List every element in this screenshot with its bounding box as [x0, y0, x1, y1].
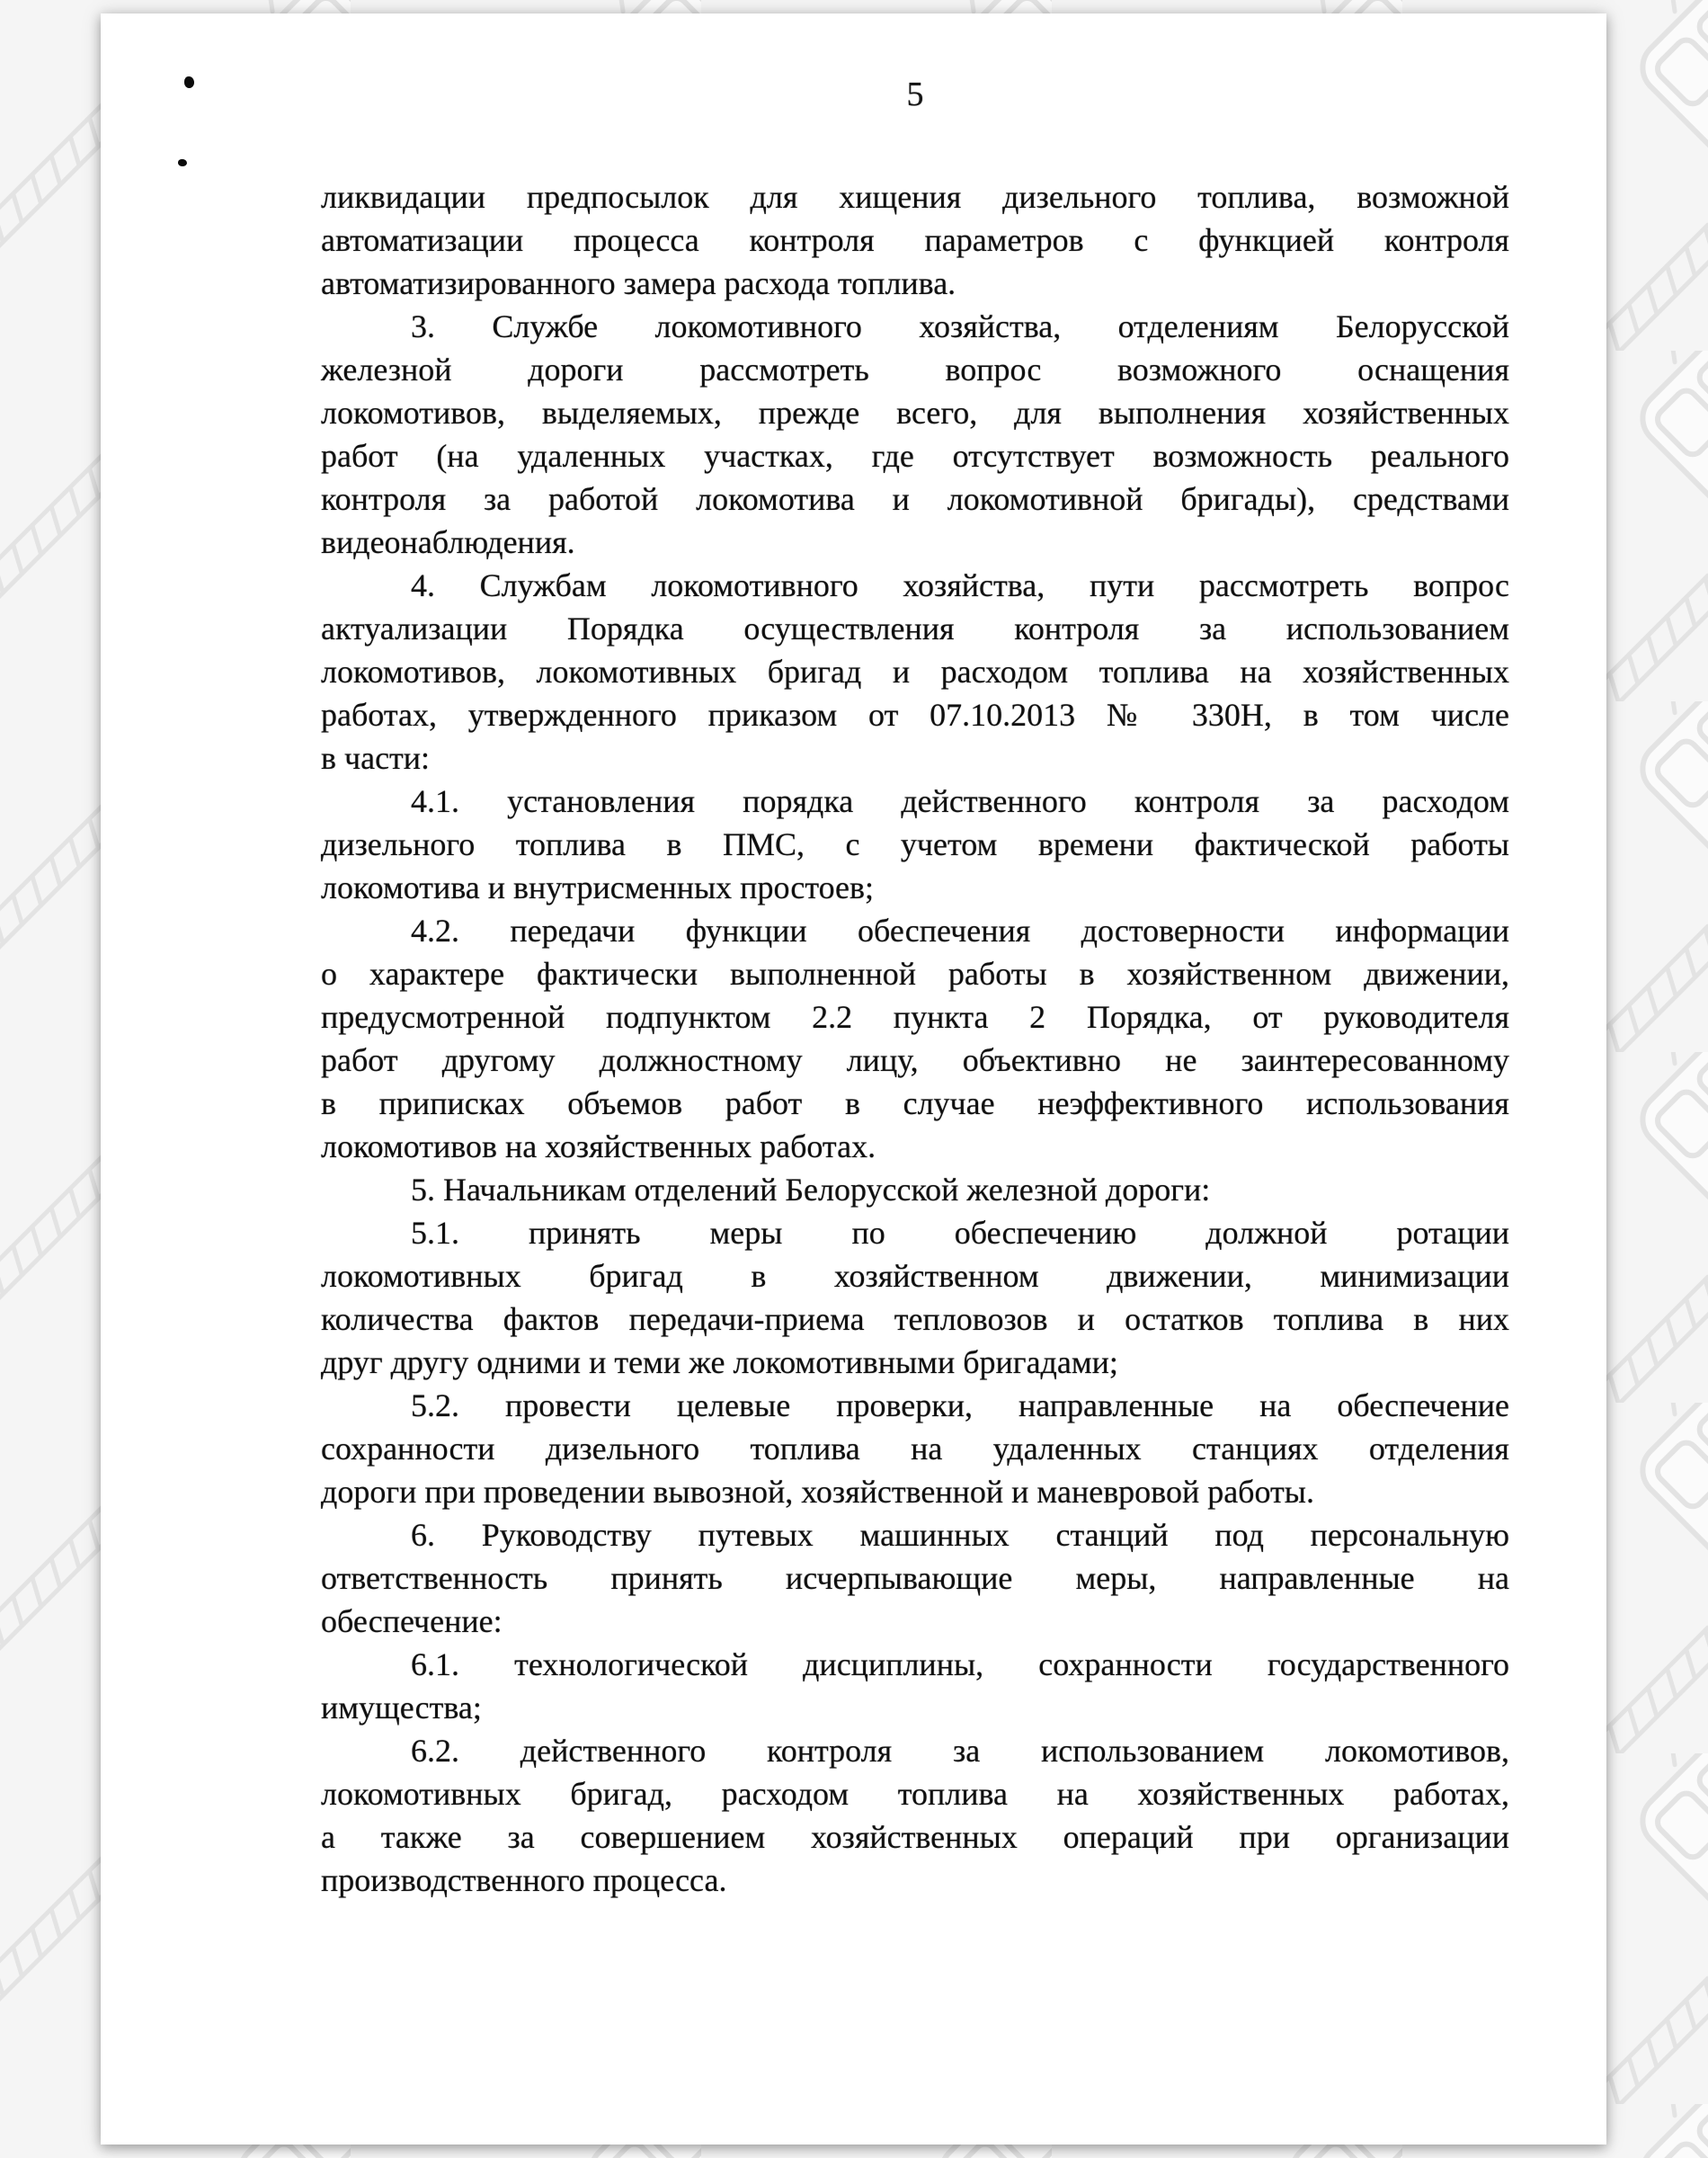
ink-speck — [178, 159, 187, 166]
text-line: автоматизации процесса контроля параметров с функцией контроля — [321, 222, 1509, 258]
paragraph — [321, 1729, 1509, 1902]
text-line: 4.1. установления порядка действенного контроля за расходом — [411, 783, 1509, 819]
text-line: локомотивов, выделяемых, прежде всего, для выполнения хозяйственных — [321, 395, 1509, 431]
text-line: о характере фактически выполненной работы в хозяйственном движении, — [321, 956, 1509, 992]
paragraph — [321, 175, 1509, 305]
paragraph — [321, 1643, 1509, 1729]
paragraph — [321, 1513, 1509, 1643]
page-number: 5 — [906, 76, 924, 113]
text-line: железной дороги рассмотреть вопрос возможного оснащения — [321, 352, 1509, 388]
text-line: предусмотренной подпунктом 2.2 пункта 2 Порядка, от руководителя — [321, 999, 1509, 1035]
text-line: 4. Службам локомотивного хозяйства, пути рассмотреть вопрос — [411, 567, 1509, 603]
text-line: 5. Начальникам отделений Белорусской железной дороги: — [411, 1172, 1211, 1208]
text-line: а также за совершением хозяйственных операций при организации — [321, 1819, 1509, 1855]
text-line: автоматизированного замера расхода топлива. — [321, 265, 956, 301]
text-line: 3. Службе локомотивного хозяйства, отделениям Белорусской — [411, 308, 1509, 344]
text-line: работ другому должностному лицу, объективно не заинтересованному — [321, 1042, 1509, 1078]
text-line: работах, утвержденного приказом от 07.10.2013 № 330Н, в том числе — [321, 697, 1509, 733]
text-line: 5.1. принять меры по обеспечению должной ротации — [411, 1215, 1509, 1251]
document-page — [101, 13, 1606, 2145]
text-line: в приписках объемов работ в случае неэффективного использования — [321, 1085, 1509, 1121]
paragraph — [321, 909, 1509, 1168]
text-line: локомотива и внутрисменных простоев; — [321, 869, 874, 905]
paragraph — [321, 780, 1509, 909]
text-line: локомотивных бригад в хозяйственном движении, минимизации — [321, 1258, 1509, 1294]
text-line: производственного процесса. — [321, 1862, 727, 1898]
text-line: 6.2. действенного контроля за использованием локомотивов, — [411, 1733, 1509, 1769]
text-line: ликвидации предпосылок для хищения дизельного топлива, возможной — [321, 179, 1509, 215]
document-text — [321, 175, 1509, 1902]
text-line: 5.2. провести целевые проверки, направленные на обеспечение — [411, 1387, 1509, 1423]
text-line: 6. Руководству путевых машинных станций под персональную — [411, 1517, 1509, 1553]
text-line: актуализации Порядка осуществления контроля за использованием — [321, 611, 1509, 647]
text-line: видеонаблюдения. — [321, 524, 575, 560]
text-line: локомотивов, локомотивных бригад и расходом топлива на хозяйственных — [321, 654, 1509, 690]
text-line: ответственность принять исчерпывающие меры, направленные на — [321, 1560, 1509, 1596]
paragraph — [321, 1211, 1509, 1384]
text-line: 4.2. передачи функции обеспечения достоверности информации — [411, 913, 1509, 949]
text-line: контроля за работой локомотива и локомотивной бригады), средствами — [321, 481, 1509, 517]
text-line: дороги при проведении вывозной, хозяйственной и маневровой работы. — [321, 1474, 1314, 1510]
paragraph — [321, 1384, 1509, 1513]
text-line: локомотивов на хозяйственных работах. — [321, 1128, 876, 1164]
text-line: 6.1. технологической дисциплины, сохранности государственного — [411, 1646, 1509, 1682]
text-line: в части: — [321, 740, 431, 776]
paragraph — [321, 1168, 1509, 1211]
text-line: обеспечение: — [321, 1603, 503, 1639]
ink-speck — [184, 76, 194, 88]
text-line: имущества; — [321, 1690, 482, 1726]
text-line: количества фактов передачи-приема тепловозов и остатков топлива в них — [321, 1301, 1509, 1337]
paragraph — [321, 305, 1509, 564]
text-line: локомотивных бригад, расходом топлива на хозяйственных работах, — [321, 1776, 1509, 1812]
text-line: дизельного топлива в ПМС, с учетом времени фактической работы — [321, 826, 1509, 862]
text-line: друг другу одними и теми же локомотивными бригадами; — [321, 1344, 1118, 1380]
paragraph — [321, 564, 1509, 780]
text-line: работ (на удаленных участках, где отсутствует возможность реального — [321, 438, 1509, 474]
text-line: сохранности дизельного топлива на удаленных станциях отделения — [321, 1431, 1509, 1467]
